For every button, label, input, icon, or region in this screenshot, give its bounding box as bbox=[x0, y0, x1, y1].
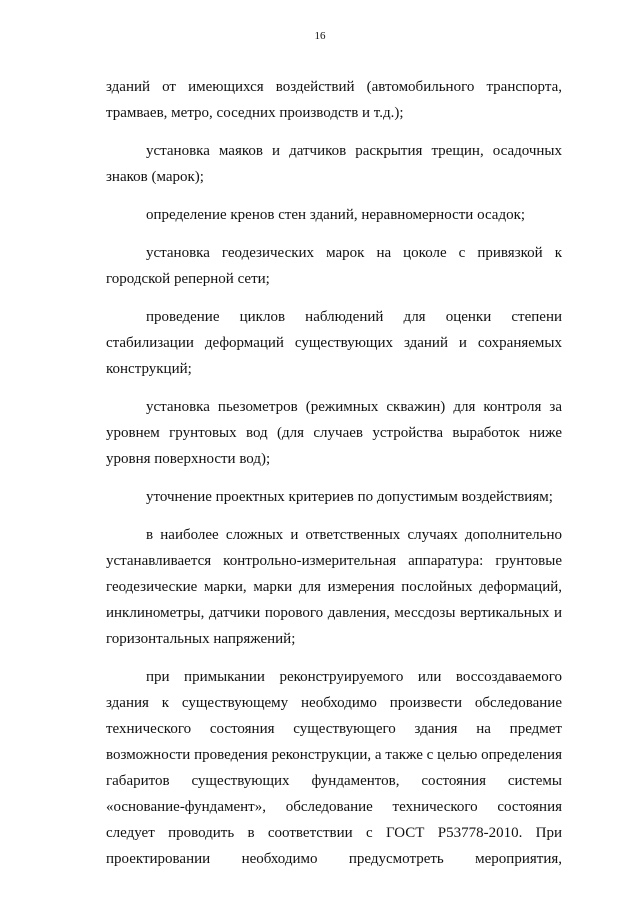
paragraph-9: при примыкании реконструируемого или воссоздаваемого здания к существующему необходимо произвести обследование технического состояния существующего здания на предмет возможности проведения реконструкции, а также с целью определения габаритов существующих фундаментов, состояния системы «основание-фундамент», обследование технического состояния следует проводить в соответствии с ГОСТ Р53778-2010. При проектировании необходимо предусмотреть мероприятия, bbox=[106, 669, 562, 867]
paragraph-4: установка геодезических марок на цоколе с привязкой к городской реперной сети; bbox=[106, 245, 562, 287]
page-body bbox=[106, 74, 562, 872]
page-number: 16 bbox=[314, 30, 326, 42]
paragraph-2: установка маяков и датчиков раскрытия трещин, осадочных знаков (марок); bbox=[106, 143, 562, 185]
paragraph-5: проведение циклов наблюдений для оценки степени стабилизации деформаций существующих зданий и сохраняемых конструкций; bbox=[106, 309, 562, 377]
paragraph-6: установка пьезометров (режимных скважин) для контроля за уровнем грунтовых вод (для случаев устройства выработок ниже уровня поверхности вод); bbox=[106, 399, 562, 467]
paragraph-8: в наиболее сложных и ответственных случаях дополнительно устанавливается контрольно-измерительная аппаратура: грунтовые геодезические марки, марки для измерения послойных деформаций, инклинометры, датчики порового давления, мессдозы вертикальных и горизонтальных напряжений; bbox=[106, 527, 562, 647]
paragraph-7: уточнение проектных критериев по допустимым воздействиям; bbox=[146, 489, 553, 505]
paragraph-3: определение кренов стен зданий, неравномерности осадок; bbox=[146, 207, 526, 223]
paragraph-1: зданий от имеющихся воздействий (автомобильного транспорта, трамваев, метро, соседних производств и т.д.); bbox=[106, 79, 562, 121]
